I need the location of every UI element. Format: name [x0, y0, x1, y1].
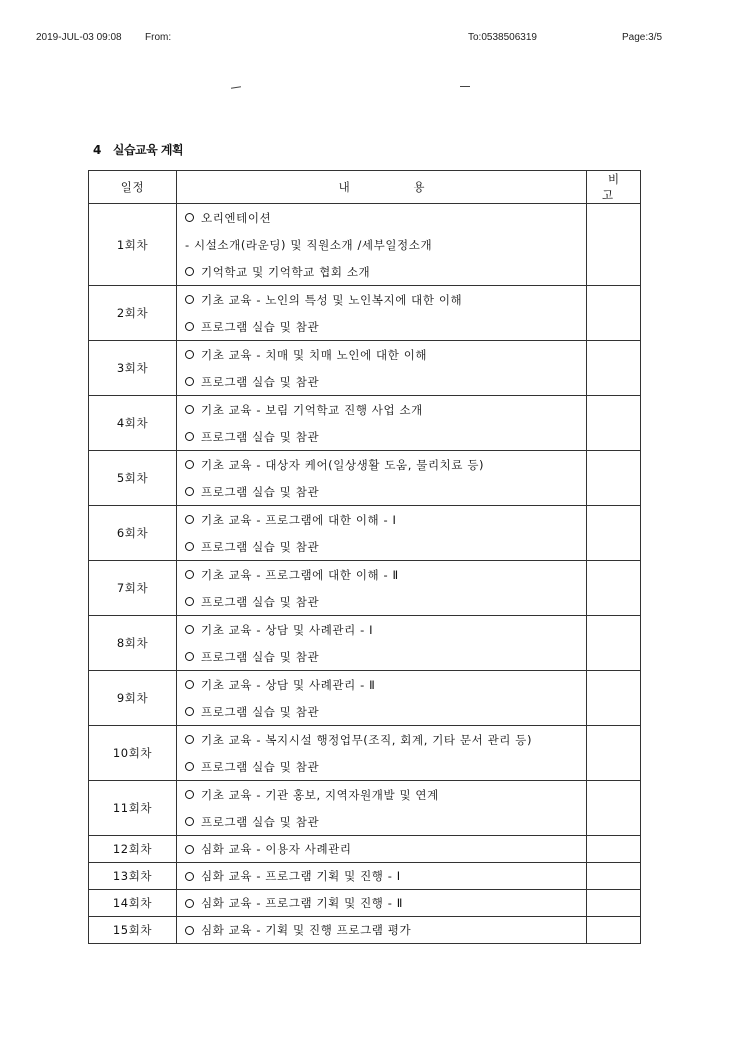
content-line-text: 프로그램 실습 및 참관 [201, 374, 320, 389]
session-day: 7회차 [89, 561, 177, 616]
content-line-text: 오리엔테이션 [201, 210, 272, 225]
content-line-text: 프로그램 실습 및 참관 [201, 484, 320, 499]
session-content [177, 286, 587, 341]
content-line-text: 프로그램 실습 및 참관 [201, 539, 320, 554]
content-line [185, 561, 586, 588]
circle-bullet-icon [185, 213, 194, 222]
session-note [587, 863, 641, 890]
content-line-text: 프로그램 실습 및 참관 [201, 649, 320, 664]
circle-bullet-icon [185, 267, 194, 276]
table-row [89, 451, 641, 506]
header-note: 비 고 [587, 171, 641, 204]
circle-bullet-icon [185, 790, 194, 799]
content-line [185, 506, 586, 533]
content-line-text: 프로그램 실습 및 참관 [201, 704, 320, 719]
content-line [185, 753, 586, 780]
circle-bullet-icon [185, 707, 194, 716]
content-line [185, 616, 586, 643]
session-day: 12회차 [89, 836, 177, 863]
content-line-text: 기초 교육 - 복지시설 행정업무(조직, 회계, 기타 문서 관리 등) [201, 732, 533, 747]
content-line-text: 심화 교육 - 기획 및 진행 프로그램 평가 [201, 923, 412, 937]
table-body [89, 204, 641, 944]
content-line [185, 890, 586, 916]
session-content [177, 836, 587, 863]
table-row [89, 671, 641, 726]
content-line [185, 533, 586, 560]
circle-bullet-icon [185, 597, 194, 606]
section-title [93, 141, 183, 158]
table-header-row [89, 171, 641, 204]
session-note [587, 506, 641, 561]
circle-bullet-icon [185, 542, 194, 551]
session-note [587, 890, 641, 917]
circle-bullet-icon [185, 652, 194, 661]
circle-bullet-icon [185, 322, 194, 331]
session-note [587, 341, 641, 396]
circle-bullet-icon [185, 845, 194, 854]
session-content [177, 506, 587, 561]
content-line [185, 588, 586, 615]
session-content [177, 561, 587, 616]
scan-smudge [231, 86, 241, 88]
session-content [177, 616, 587, 671]
session-day: 4회차 [89, 396, 177, 451]
session-content [177, 863, 587, 890]
content-line-text: 기초 교육 - 상담 및 사례관리 - Ⅱ [201, 677, 376, 692]
content-line [185, 808, 586, 835]
session-note [587, 204, 641, 286]
circle-bullet-icon [185, 899, 194, 908]
table-row [89, 890, 641, 917]
table-row [89, 917, 641, 944]
header-content: 내 용 [177, 171, 587, 204]
content-line [185, 726, 586, 753]
content-line-text: 기초 교육 - 상담 및 사례관리 - Ⅰ [201, 622, 374, 637]
content-line-text: 프로그램 실습 및 참관 [201, 814, 320, 829]
table-row [89, 341, 641, 396]
table-row [89, 204, 641, 286]
content-line-text: 프로그램 실습 및 참관 [201, 319, 320, 334]
content-line [185, 368, 586, 395]
fax-datetime: 2019-JUL-03 09:08 [36, 32, 122, 43]
content-line-text: 기초 교육 - 노인의 특성 및 노인복지에 대한 이해 [201, 292, 463, 307]
table-row [89, 561, 641, 616]
session-day: 15회차 [89, 917, 177, 944]
session-day: 3회차 [89, 341, 177, 396]
content-line [185, 698, 586, 725]
circle-bullet-icon [185, 762, 194, 771]
session-day: 9회차 [89, 671, 177, 726]
table-row [89, 616, 641, 671]
content-line-text: 프로그램 실습 및 참관 [201, 594, 320, 609]
session-note [587, 286, 641, 341]
session-note [587, 396, 641, 451]
section-title-text: 실습교육 계획 [112, 143, 184, 157]
table-row [89, 506, 641, 561]
session-day: 11회차 [89, 781, 177, 836]
content-line [185, 643, 586, 670]
training-schedule-table [88, 170, 641, 944]
circle-bullet-icon [185, 570, 194, 579]
content-line [185, 313, 586, 340]
content-line-text: 기초 교육 - 대상자 케어(일상생활 도움, 물리치료 등) [201, 457, 485, 472]
circle-bullet-icon [185, 405, 194, 414]
table-row [89, 863, 641, 890]
content-line [185, 258, 586, 285]
content-line [185, 204, 586, 231]
content-line [185, 781, 586, 808]
session-note [587, 616, 641, 671]
circle-bullet-icon [185, 487, 194, 496]
session-content [177, 204, 587, 286]
scan-smudge [460, 86, 470, 87]
content-line-text: 심화 교육 - 프로그램 기획 및 진행 - Ⅱ [201, 896, 404, 910]
circle-bullet-icon [185, 377, 194, 386]
circle-bullet-icon [185, 350, 194, 359]
content-line-text: 기초 교육 - 프로그램에 대한 이해 - Ⅰ [201, 512, 397, 527]
table-row [89, 781, 641, 836]
table-row [89, 286, 641, 341]
session-day: 2회차 [89, 286, 177, 341]
session-day: 14회차 [89, 890, 177, 917]
session-note [587, 451, 641, 506]
session-content [177, 890, 587, 917]
fax-to: To:0538506319 [468, 32, 537, 43]
fax-page: Page:3/5 [622, 32, 663, 43]
content-line-text: 심화 교육 - 이용자 사례관리 [201, 842, 352, 856]
circle-bullet-icon [185, 625, 194, 634]
content-line [185, 671, 586, 698]
content-line-text: 기억학교 및 기억학교 협회 소개 [201, 264, 371, 279]
header-day: 일정 [89, 171, 177, 204]
fax-header [0, 32, 744, 48]
section-number: 4 [93, 143, 101, 157]
content-line-text: 기초 교육 - 치매 및 치매 노인에 대한 이해 [201, 347, 428, 362]
content-line [185, 478, 586, 505]
circle-bullet-icon [185, 735, 194, 744]
session-content [177, 917, 587, 944]
content-line [185, 423, 586, 450]
session-note [587, 561, 641, 616]
session-day: 10회차 [89, 726, 177, 781]
session-day: 5회차 [89, 451, 177, 506]
session-day: 6회차 [89, 506, 177, 561]
content-line-text: 기초 교육 - 기관 홍보, 지역자원개발 및 연계 [201, 787, 439, 802]
content-line [185, 863, 586, 889]
circle-bullet-icon [185, 817, 194, 826]
session-note [587, 836, 641, 863]
circle-bullet-icon [185, 680, 194, 689]
content-line [185, 231, 586, 258]
session-content [177, 451, 587, 506]
session-day: 1회차 [89, 204, 177, 286]
content-line [185, 396, 586, 423]
circle-bullet-icon [185, 432, 194, 441]
content-line [185, 917, 586, 943]
session-content [177, 396, 587, 451]
content-line-text: 프로그램 실습 및 참관 [201, 759, 320, 774]
session-day: 8회차 [89, 616, 177, 671]
content-line-text: 심화 교육 - 프로그램 기획 및 진행 - Ⅰ [201, 869, 401, 883]
content-line [185, 451, 586, 478]
content-line-text: 프로그램 실습 및 참관 [201, 429, 320, 444]
content-line [185, 341, 586, 368]
session-note [587, 726, 641, 781]
content-line-text: - 시설소개(라운딩) 및 직원소개 /세부일정소개 [185, 237, 433, 252]
session-note [587, 917, 641, 944]
table-row [89, 726, 641, 781]
circle-bullet-icon [185, 515, 194, 524]
table-row [89, 836, 641, 863]
circle-bullet-icon [185, 926, 194, 935]
fax-from: From: [145, 32, 172, 43]
session-note [587, 671, 641, 726]
session-content [177, 726, 587, 781]
session-content [177, 781, 587, 836]
content-line-text: 기초 교육 - 프로그램에 대한 이해 - Ⅱ [201, 567, 399, 582]
session-day: 13회차 [89, 863, 177, 890]
content-line [185, 286, 586, 313]
circle-bullet-icon [185, 460, 194, 469]
table-row [89, 396, 641, 451]
session-note [587, 781, 641, 836]
circle-bullet-icon [185, 295, 194, 304]
session-content [177, 671, 587, 726]
session-content [177, 341, 587, 396]
content-line-text: 기초 교육 - 보림 기억학교 진행 사업 소개 [201, 402, 423, 417]
content-line [185, 836, 586, 862]
circle-bullet-icon [185, 872, 194, 881]
